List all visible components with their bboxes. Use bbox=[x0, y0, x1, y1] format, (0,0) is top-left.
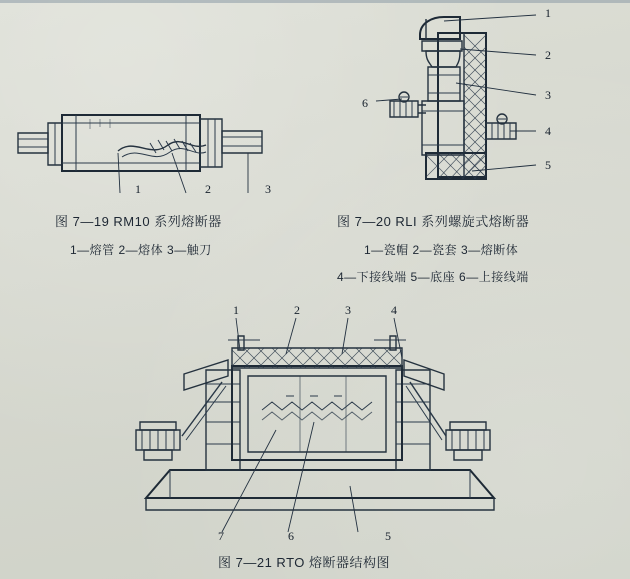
fig-7-20-callout-1: 1 bbox=[545, 6, 551, 20]
fig-7-20-callout-2: 2 bbox=[545, 48, 551, 62]
figure-7-19-drawing bbox=[0, 95, 330, 305]
fig-7-21-callout-4: 4 bbox=[391, 303, 397, 317]
fig-7-20-callout-6: 6 bbox=[362, 96, 368, 110]
fig-7-19-callout-1: 1 bbox=[135, 182, 141, 196]
fig-7-21-callout-6: 6 bbox=[288, 529, 294, 543]
fig-7-20-callout-4: 4 bbox=[545, 124, 551, 138]
page-top-rule bbox=[0, 0, 630, 3]
figure-7-20-drawing bbox=[360, 5, 630, 215]
fig-7-20-legend-line-1: 1—瓷帽 2—瓷套 3—熔断体 bbox=[364, 243, 519, 257]
fig-7-20-callout-3: 3 bbox=[545, 88, 551, 102]
fig-7-20-legend-line-2: 4—下接线端 5—底座 6—上接线端 bbox=[337, 270, 529, 284]
fig-7-19-callout-3: 3 bbox=[265, 182, 271, 196]
fig-7-19-legend: 1—熔管 2—熔体 3—触刀 bbox=[70, 243, 212, 257]
fig-7-19-caption: 图 7—19 RM10 系列熔断器 bbox=[55, 214, 222, 229]
fig-7-21-callout-3: 3 bbox=[345, 303, 351, 317]
fig-7-21-caption: 图 7—21 RTO 熔断器结构图 bbox=[218, 555, 390, 570]
figure-7-21-drawing bbox=[110, 310, 630, 560]
fig-7-20-callout-5: 5 bbox=[545, 158, 551, 172]
fig-7-21-callout-2: 2 bbox=[294, 303, 300, 317]
fig-7-21-callout-1: 1 bbox=[233, 303, 239, 317]
fig-7-20-caption: 图 7—20 RLI 系列螺旋式熔断器 bbox=[337, 214, 530, 229]
fig-7-21-callout-5: 5 bbox=[385, 529, 391, 543]
fig-7-19-callout-2: 2 bbox=[205, 182, 211, 196]
fig-7-21-callout-7: 7 bbox=[218, 529, 224, 543]
